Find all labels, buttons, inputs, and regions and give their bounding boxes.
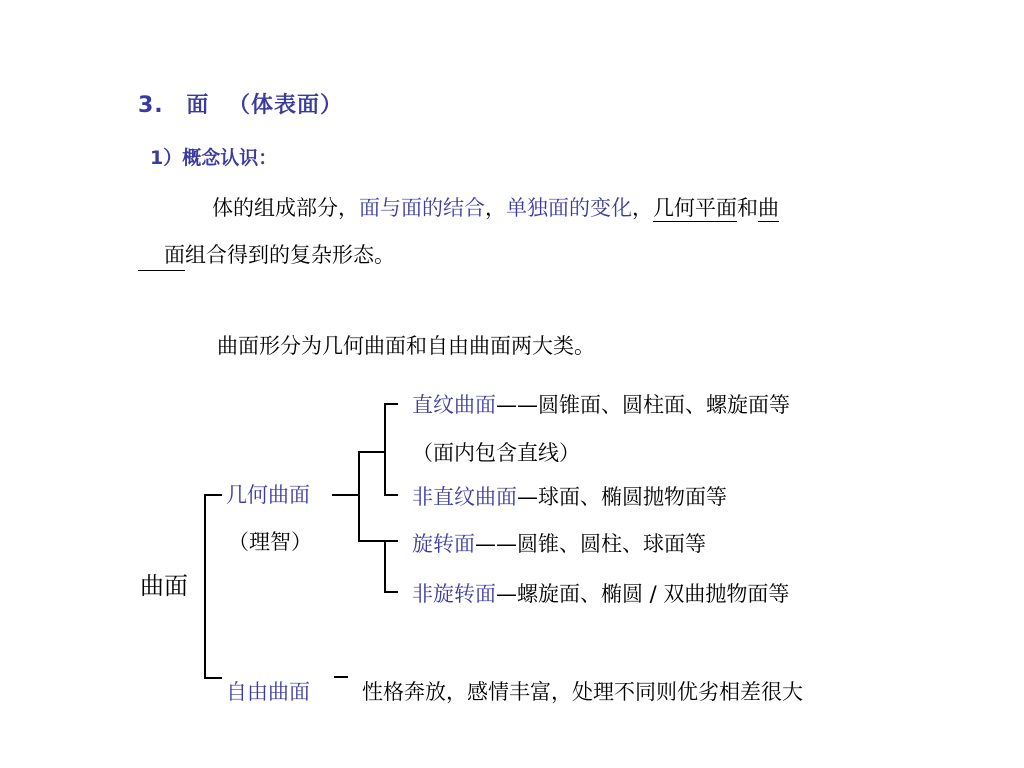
mid-bracket-bottom bbox=[358, 540, 384, 542]
concept-lead: 体的组成部分， bbox=[212, 196, 359, 220]
concept-highlight-1: 面与面的结合 bbox=[359, 196, 485, 220]
leaf-nonrevolution bbox=[412, 578, 789, 608]
free-label: 自由曲面 bbox=[226, 680, 310, 704]
geometric-connector bbox=[332, 494, 358, 496]
leaf-nonrevolution-dash: — bbox=[496, 582, 517, 606]
classification-sentence: 曲面形分为几何曲面和自由曲面两大类。 bbox=[217, 334, 595, 358]
leaf-ruled-dash: —— bbox=[496, 393, 538, 417]
section-title: 面 bbox=[186, 93, 210, 118]
concept-sep-2: ， bbox=[632, 196, 653, 220]
section-paren: （体表面） bbox=[228, 93, 344, 118]
upper-leaf-bracket-top bbox=[384, 403, 398, 405]
concept-underline-2b bbox=[138, 239, 185, 271]
section-heading bbox=[138, 88, 343, 119]
concept-highlight-2: 单独面的变化 bbox=[506, 196, 632, 220]
leaf-nonrevolution-examples: 螺旋面、椭圆 / 双曲抛物面等 bbox=[517, 582, 790, 606]
leaf-ruled-name: 直纹曲面 bbox=[412, 393, 496, 417]
root-bracket-top bbox=[204, 494, 222, 496]
lower-leaf-bracket-top bbox=[384, 540, 398, 542]
concept-sep-1: ， bbox=[485, 196, 506, 220]
concept-line-1 bbox=[212, 192, 779, 222]
leaf-ruled-note: （面内包含直线） bbox=[412, 441, 580, 465]
lower-leaf-bracket-vertical bbox=[384, 540, 386, 592]
leaf-nonruled bbox=[412, 481, 727, 511]
concept-underline-1: 几何平面 bbox=[653, 196, 737, 220]
leaf-ruled-examples: 圆锥面、圆柱面、螺旋面等 bbox=[538, 393, 790, 417]
mid-bracket-top bbox=[358, 451, 384, 453]
leaf-revolution bbox=[412, 528, 706, 558]
concept-and: 和 bbox=[737, 196, 758, 220]
free-description: 性格奔放，感情丰富，处理不同则优劣相差很大 bbox=[362, 680, 803, 704]
leaf-nonruled-name: 非直纹曲面 bbox=[412, 485, 517, 509]
geometric-label: 几何曲面 bbox=[226, 483, 310, 507]
leaf-ruled bbox=[412, 389, 790, 419]
free-connector bbox=[334, 676, 348, 678]
section-number: 3. bbox=[138, 93, 164, 118]
lower-leaf-bracket-bottom bbox=[384, 591, 398, 593]
concept-tail: 组合得到的复杂形态。 bbox=[185, 243, 395, 267]
concept-line-2 bbox=[138, 239, 395, 271]
leaf-revolution-examples: 圆锥、圆柱、球面等 bbox=[517, 532, 706, 556]
leaf-nonruled-examples: 球面、椭圆抛物面等 bbox=[538, 485, 727, 509]
root-bracket-vertical bbox=[204, 494, 206, 678]
leaf-revolution-dash: —— bbox=[475, 532, 517, 556]
concept-underline-2b-text: 面 bbox=[164, 243, 185, 267]
leaf-nonrevolution-name: 非旋转面 bbox=[412, 582, 496, 606]
leaf-revolution-name: 旋转面 bbox=[412, 532, 475, 556]
upper-leaf-bracket-bottom bbox=[384, 494, 398, 496]
upper-leaf-bracket-vertical bbox=[384, 403, 386, 495]
concept-underline-2a: 曲 bbox=[758, 196, 779, 220]
mid-bracket-vertical bbox=[358, 451, 360, 540]
root-bracket-bottom bbox=[204, 677, 222, 679]
leaf-nonruled-dash: — bbox=[517, 485, 538, 509]
geometric-note: （理智） bbox=[228, 530, 312, 554]
subsection-label: 1）概念认识： bbox=[150, 147, 278, 169]
tree-root: 曲面 bbox=[140, 572, 188, 600]
